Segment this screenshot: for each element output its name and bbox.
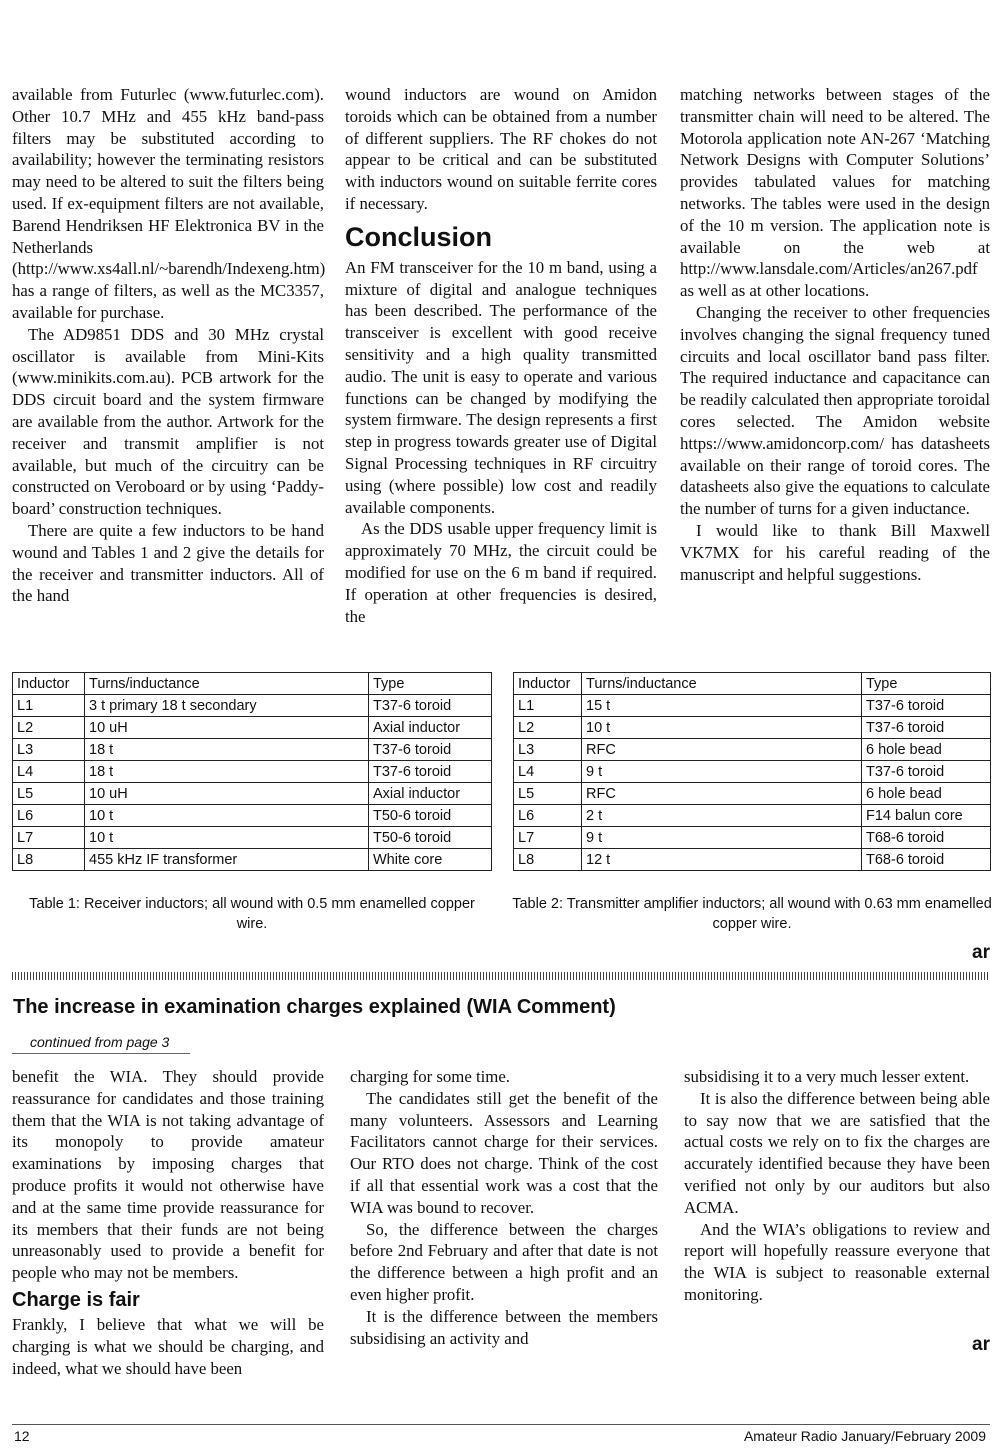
- table-row: [514, 695, 991, 717]
- comment-column-1: [12, 1066, 324, 1379]
- header-cell: Inductor: [514, 673, 582, 695]
- table-cell: 3 t primary 18 t secondary: [85, 695, 369, 717]
- conclusion-heading: Conclusion: [345, 221, 492, 252]
- table-cell: T37-6 toroid: [369, 695, 492, 717]
- table-cell: T68-6 toroid: [862, 849, 991, 871]
- table-cell: 18 t: [85, 761, 369, 783]
- paragraph: And the WIA’s obligations to review and report will hopefully reassure everyone that the WIA is subject to reasonable external monitoring.: [684, 1219, 990, 1304]
- table-row: [13, 739, 492, 761]
- header-cell: Type: [369, 673, 492, 695]
- table-row: [13, 849, 492, 871]
- table-cell: L1: [13, 695, 85, 717]
- table-cell: 12 t: [582, 849, 862, 871]
- table-cell: L6: [514, 805, 582, 827]
- table-cell: T37-6 toroid: [369, 739, 492, 761]
- comment-title: The increase in examination charges explained (WIA Comment): [13, 996, 616, 1018]
- table-cell: White core: [369, 849, 492, 871]
- paragraph: subsidising it to a very much lesser extent.: [684, 1067, 970, 1086]
- table-header-row: [13, 673, 492, 695]
- table-row: [13, 783, 492, 805]
- table-cell: T37-6 toroid: [862, 695, 991, 717]
- table-cell: T68-6 toroid: [862, 827, 991, 849]
- table-2-caption: Table 2: Transmitter amplifier inductors; all wound with 0.63 mm enamelled copper wire.: [512, 896, 992, 932]
- table-cell: L3: [13, 739, 85, 761]
- continued-underline: [12, 1053, 190, 1054]
- paragraph: It is the difference between the members subsidising an activity and: [350, 1306, 658, 1348]
- table-cell: RFC: [582, 783, 862, 805]
- section-divider: [12, 972, 990, 980]
- table-cell: 10 uH: [85, 717, 369, 739]
- paragraph: It is also the difference between being able to say now that we are satisfied that the actual costs we rely on to fix the charges are accurately identified because they have been verified not only by our auditors but also ACMA.: [684, 1088, 990, 1217]
- table-header-row: [514, 673, 991, 695]
- table-cell: F14 balun core: [862, 805, 991, 827]
- article-column-1: [12, 84, 324, 607]
- table-cell: 2 t: [582, 805, 862, 827]
- table-cell: L7: [514, 827, 582, 849]
- article-column-3: [680, 84, 990, 585]
- comment-column-3: [684, 1066, 990, 1306]
- table-cell: 15 t: [582, 695, 862, 717]
- table-row: [13, 761, 492, 783]
- comment-column-2: [350, 1066, 658, 1349]
- paragraph: benefit the WIA. They should provide reassurance for candidates and those training them that the WIA is not taking advantage of its monopoly to provide amateur examinations by imposing charges that produce profits it would not otherwise have and at the same time provide reassurance for its members that their funds are not being unreasonably used to provide a benefit for people who may not be members.: [12, 1067, 324, 1283]
- transmitter-inductors-table: [513, 672, 991, 871]
- table-cell: 9 t: [582, 761, 862, 783]
- table-cell: T37-6 toroid: [369, 761, 492, 783]
- paragraph: As the DDS usable upper frequency limit is approximately 70 MHz, the circuit could be modified for use on the 6 m band if required. If operation at other frequencies is desired, the: [345, 519, 657, 626]
- table-cell: Axial inductor: [369, 717, 492, 739]
- table-row: [13, 717, 492, 739]
- paragraph: There are quite a few inductors to be hand wound and Tables 1 and 2 give the details for the receiver and transmitter inductors. All of the hand: [12, 520, 324, 606]
- table-cell: L5: [13, 783, 85, 805]
- paragraph: I would like to thank Bill Maxwell VK7MX for his careful reading of the manuscript and helpful suggestions.: [680, 520, 990, 584]
- article-column-2: [345, 84, 657, 627]
- header-cell: Inductor: [13, 673, 85, 695]
- table-row: [13, 695, 492, 717]
- paragraph: Changing the receiver to other frequencies involves changing the signal frequency tuned circuits and local oscillator band pass filter. The required inductance and capacitance can be readily calculated then appropriate toroidal cores selected. The Amidon website https://www.amidoncorp.com/ has datasheets available on their range of toroid cores. The datasheets also give the equations to calculate the number of turns for a given inductance.: [680, 302, 990, 519]
- header-cell: Type: [862, 673, 991, 695]
- table-cell: 455 kHz IF transformer: [85, 849, 369, 871]
- table-cell: T37-6 toroid: [862, 717, 991, 739]
- table-cell: 9 t: [582, 827, 862, 849]
- table-1-caption: Table 1: Receiver inductors; all wound with 0.5 mm enamelled copper wire.: [29, 896, 475, 932]
- paragraph: The AD9851 DDS and 30 MHz crystal oscillator is available from Mini-Kits (www.minikits.com.au). PCB artwork for the DDS circuit board and the system firmware are available from the author. Artwork for the receiver and transmit amplifier is not available, but much of the circuitry can be constructed on Veroboard or by using ‘Paddy-board’ construction techniques.: [12, 324, 324, 519]
- table-cell: T50-6 toroid: [369, 827, 492, 849]
- header-cell: Turns/inductance: [582, 673, 862, 695]
- magazine-issue: Amateur Radio January/February 2009: [743, 1428, 986, 1444]
- table-cell: 10 uH: [85, 783, 369, 805]
- paragraph: matching networks between stages of the transmitter chain will need to be altered. The Motorola application note AN-267 ‘Matching Network Designs with Computer Solutions’ provides tabulated values for matching networks. The tables were used in the design of the 10 m version. The application note is available on the web at http://www.lansdale.com/Articles/an267.pdf as well as at other locations.: [680, 85, 990, 301]
- table-cell: L2: [514, 717, 582, 739]
- footer-rule: [12, 1424, 990, 1425]
- table-cell: 10 t: [582, 717, 862, 739]
- table-cell: 6 hole bead: [862, 783, 991, 805]
- table-cell: L5: [514, 783, 582, 805]
- comment-end-mark: ar: [972, 1334, 990, 1355]
- receiver-inductors-table: [12, 672, 492, 871]
- table-row: [13, 805, 492, 827]
- table-cell: L4: [13, 761, 85, 783]
- table-cell: T37-6 toroid: [862, 761, 991, 783]
- charge-is-fair-heading: Charge is fair: [12, 1288, 140, 1311]
- table-cell: 10 t: [85, 805, 369, 827]
- table-row: [514, 717, 991, 739]
- table-row: [514, 827, 991, 849]
- table-cell: RFC: [582, 739, 862, 761]
- continued-link[interactable]: continued from page 3: [30, 1034, 170, 1050]
- paragraph: The candidates still get the benefit of the many volunteers. Assessors and Learning Facilitators cannot charge for their services. Our RTO does not charge. Think of the cost if all that essential work was a cost that the WIA was bound to recover.: [350, 1088, 658, 1217]
- table-cell: L1: [514, 695, 582, 717]
- page-number: 12: [14, 1428, 30, 1444]
- paragraph: Frankly, I believe that what we will be charging is what we should be charging, and indeed, what we should have been: [12, 1314, 324, 1378]
- table-row: [514, 805, 991, 827]
- table-cell: T50-6 toroid: [369, 805, 492, 827]
- table-row: [514, 761, 991, 783]
- table-row: [13, 827, 492, 849]
- table-row: [514, 783, 991, 805]
- table-row: [514, 849, 991, 871]
- paragraph: available from Futurlec (www.futurlec.com). Other 10.7 MHz and 455 kHz band-pass filters may be substituted according to availability; however the terminating resistors may need to be altered to suit the filters being used. If ex-equipment filters are not available, Barend Hendriksen HF Elektronica BV in the Netherlands (http://www.xs4all.nl/~barendh/Indexeng.htm) has a range of filters, as well as the MC3357, available for purchase.: [12, 85, 326, 322]
- paragraph: charging for some time.: [350, 1067, 511, 1086]
- table-cell: L7: [13, 827, 85, 849]
- table-cell: L3: [514, 739, 582, 761]
- table-cell: L2: [13, 717, 85, 739]
- table-cell: L8: [13, 849, 85, 871]
- paragraph: An FM transceiver for the 10 m band, using a mixture of digital and analogue techniques has been described. The performance of the transceiver is excellent with good receive sensitivity and a high quality transmitted audio. The unit is easy to operate and various functions can be changed by modifying the system firmware. The design represents a first step in progress towards greater use of Digital Signal Processing techniques in RF circuitry using (where possible) low cost and readily available components.: [345, 257, 657, 517]
- table-row: [514, 739, 991, 761]
- table-cell: 18 t: [85, 739, 369, 761]
- table-cell: L4: [514, 761, 582, 783]
- table-cell: 10 t: [85, 827, 369, 849]
- table-cell: Axial inductor: [369, 783, 492, 805]
- table-cell: L6: [13, 805, 85, 827]
- paragraph: wound inductors are wound on Amidon toroids which can be obtained from a number of different suppliers. The RF chokes do not appear to be critical and can be substituted with inductors wound on suitable ferrite cores if necessary.: [345, 85, 657, 213]
- article-end-mark: ar: [972, 942, 990, 963]
- header-cell: Turns/inductance: [85, 673, 369, 695]
- table-cell: 6 hole bead: [862, 739, 991, 761]
- table-cell: L8: [514, 849, 582, 871]
- paragraph: So, the difference between the charges before 2nd February and after that date is not the difference between a high profit and an even higher profit.: [350, 1219, 658, 1304]
